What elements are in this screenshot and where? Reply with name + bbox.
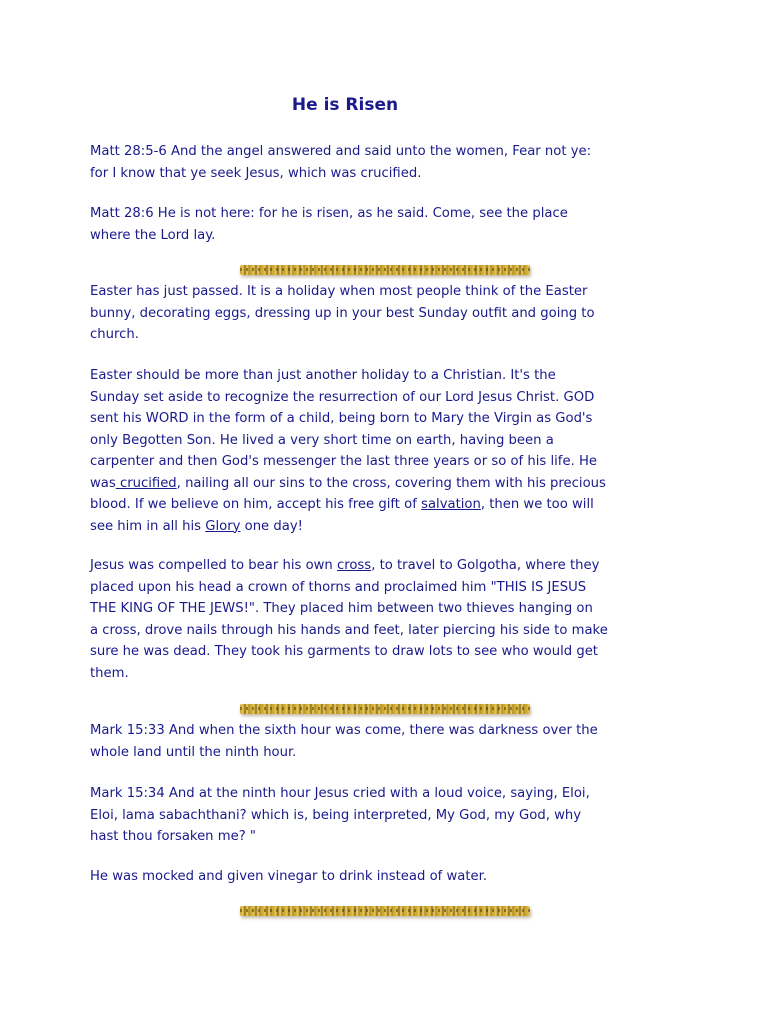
paragraph-line: a cross, drove nails through his hands and feet, later piercing his side to make — [90, 622, 608, 638]
paragraph-line: placed upon his head a crown of thorns and proclaimed him "THIS IS JESUS — [90, 579, 587, 595]
cross-link[interactable]: cross — [336, 558, 372, 573]
paragraph-line — [90, 555, 690, 577]
paragraph-line: them. — [90, 665, 129, 681]
verse-line: Mark 15:34 And at the ninth hour Jesus cried with a loud voice, saying, Eloi, — [90, 786, 590, 801]
gold-divider — [240, 265, 530, 275]
verse-line: Eloi, lama sabachthani? which is, being interpreted, My God, my God, why — [90, 807, 582, 823]
text-segment: , then we too will — [480, 497, 594, 512]
paragraph-line: church. — [90, 327, 139, 342]
verse-line: where the Lord lay. — [90, 227, 216, 243]
paragraph-line: carpenter and then God's messenger the last three years or so of his life. He — [90, 454, 597, 469]
verse-mark-15-34 — [90, 783, 690, 848]
verse-line: Matt 28:5-6 And the angel answered and said unto the women, Fear not ye: — [90, 144, 592, 159]
text-segment: was — [90, 475, 116, 491]
paragraph-easter-meaning — [90, 365, 690, 537]
paragraph-cross — [90, 555, 690, 684]
paragraph-line: THE KING OF THE JEWS!". They placed him between two thieves hanging on — [90, 601, 593, 616]
text-segment: see him in all his — [90, 518, 206, 534]
paragraph-line: only Begotten Son. He lived a very short time on earth, having been a — [90, 432, 554, 448]
verse-line: for I know that ye seek Jesus, which was crucified. — [90, 165, 422, 181]
paragraph-line — [90, 473, 690, 495]
paragraph-vinegar — [90, 866, 690, 888]
paragraph-line — [90, 494, 690, 516]
page-title: He is Risen — [291, 95, 399, 115]
paragraph-line: sure he was dead. They took his garments to draw lots to see who would get — [90, 644, 598, 659]
text-segment: Jesus was compelled to bear his own — [90, 558, 337, 573]
gold-divider — [240, 704, 530, 714]
paragraph-line: Easter has just passed. It is a holiday when most people think of the Easter — [90, 284, 588, 299]
paragraph-line — [90, 516, 690, 538]
gold-divider — [240, 906, 530, 916]
verse-matt-28-5 — [90, 141, 690, 184]
paragraph-line: He was mocked and given vinegar to drink instead of water. — [90, 869, 488, 884]
verse-line: whole land until the ninth hour. — [90, 744, 297, 760]
text-segment: blood. If we believe on him, accept his free gift of — [90, 497, 422, 512]
salvation-link[interactable]: salvation — [421, 497, 481, 512]
paragraph-line: bunny, decorating eggs, dressing up in your best Sunday outfit and going to — [90, 305, 595, 321]
text-segment: one day! — [240, 518, 303, 534]
crucified-link[interactable]: crucified — [115, 475, 177, 491]
paragraph-line: Sunday set aside to recognize the resurrection of our Lord Jesus Christ. GOD — [90, 389, 595, 405]
verse-line: hast thou forsaken me? " — [90, 829, 256, 844]
verse-matt-28-6 — [90, 203, 690, 246]
text-segment: , to travel to Golgotha, where they — [371, 558, 600, 573]
paragraph-line: Easter should be more than just another holiday to a Christian. It's the — [90, 368, 556, 383]
paragraph-easter-passed — [90, 281, 690, 346]
verse-line: Matt 28:6 He is not here: for he is risen, as he said. Come, see the place — [90, 206, 568, 221]
paragraph-line: sent his WORD in the form of a child, being born to Mary the Virgin as God's — [90, 411, 593, 426]
verse-mark-15-33 — [90, 720, 690, 763]
verse-line: Mark 15:33 And when the sixth hour was come, there was darkness over the — [90, 723, 598, 738]
glory-link[interactable]: Glory — [205, 518, 241, 534]
text-segment: , nailing all our sins to the cross, covering them with his precious — [176, 475, 606, 491]
